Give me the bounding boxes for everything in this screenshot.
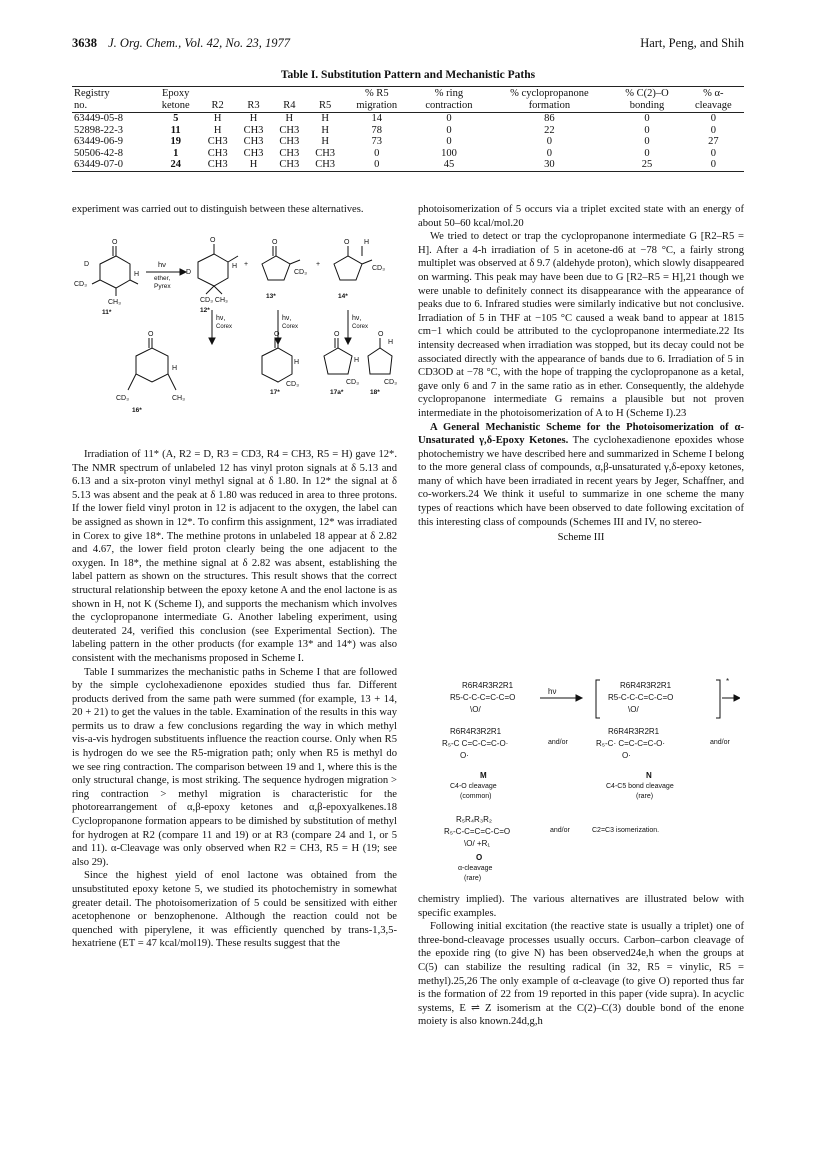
table-cell-c2o: 0: [644, 124, 650, 136]
svg-text:O: O: [272, 239, 278, 246]
svg-text:and/or: and/or: [710, 739, 730, 746]
svg-text:CD₃: CD₃: [116, 395, 129, 402]
table-cell-r5: CH3: [315, 147, 336, 159]
svg-text:CD₃: CD₃: [286, 381, 299, 388]
table-cell-c2o: 25: [611, 159, 682, 171]
svg-text:O·: O·: [622, 751, 631, 760]
label-O: O: [476, 853, 483, 862]
paragraph: Irradiation of 11* (A, R2 = D, R3 = CD3, R4 = CH3, R5 = H) gave 12*. The NMR spectrum of unlabeled 12 has vinyl proton signals at δ 5.13 and 6.13 and a six-proton vinyl methyl signal at δ 1.80. In 12* the signal at δ 5.13 was absent and the peak at δ 1.80 was reduced in area to three protons. If the lower field vinyl proton in 12 is adjacent to the oxygen, the label can be assigned as shown in 12*. To confirm this assignment, 12* was irradiated in Corex to give 18*. The methine protons in unlabeled 18 appear at δ 2.82 and 4.67, the lower field proton clearly being the one adjacent to the oxygen. In 18*, the methine signal at δ 2.82 was absent, establishing the label pattern as shown on the structures. This result shows that the correct structural relationship between the epoxy ketone A and the enol lactone is as shown in H, not K (Scheme I), and supports the mechanism which involves the cyclopropanone intermediate G. Another labeling experiment, using deuterated 24, verified this conclusion (see Experimental Section). The labeling pattern in the other products (for example 13* and 14*) was also consistent with the mechanisms proposed in Scheme I.: [72, 449, 397, 664]
compound-label: 13*: [266, 293, 276, 300]
left-column-top: [72, 203, 397, 217]
table-cell-ketone: 11: [170, 124, 181, 136]
table-cell-r4: CH3: [271, 159, 307, 171]
col-r2: R2: [200, 87, 236, 113]
table-cell-r2: CH3: [207, 147, 228, 159]
svg-text:(rare): (rare): [464, 875, 482, 882]
col-r3: R3: [236, 87, 272, 113]
svg-text:hν,: hν,: [282, 315, 292, 322]
svg-text:CD₃: CD₃: [346, 379, 359, 386]
svg-text:O: O: [274, 331, 280, 338]
svg-text:*: *: [726, 678, 730, 686]
table-cell-r4: CH3: [279, 124, 300, 136]
table-cell-mig: 78: [371, 124, 382, 136]
svg-text:α-cleavage: α-cleavage: [458, 865, 493, 872]
col-migration: % R5 migration: [343, 87, 410, 113]
svg-text:H: H: [134, 271, 140, 278]
svg-text:R₅R₄R₃R₂: R₅R₄R₃R₂: [456, 815, 492, 824]
table-cell-r5: H: [321, 136, 329, 148]
table-cell-alpha: 0: [683, 159, 744, 171]
table-row: [72, 148, 744, 160]
table-cell-ketone: 5: [173, 113, 179, 125]
table-cell-r4: H: [285, 113, 294, 125]
table-cell-c2o: 0: [644, 136, 650, 148]
table-cell-reg: 63449-06-9: [74, 136, 123, 148]
table-cell-r4: CH3: [279, 147, 300, 159]
header-left: [72, 36, 290, 51]
compound-label: 17a*: [330, 389, 344, 396]
svg-text:R₅-C· C=C-C=C-O·: R₅-C· C=C-C=C-O·: [596, 739, 665, 748]
svg-text:CD₃: CD₃: [372, 265, 385, 272]
compound-label: 14*: [338, 293, 348, 300]
right-column-bottom: [418, 893, 744, 1029]
table-caption: Table I. Substitution Pattern and Mechanistic Paths: [280, 69, 536, 81]
reagent-pyrex: Pyrex: [154, 283, 171, 290]
table-cell-ring: 0: [446, 136, 452, 148]
paragraph: chemistry implied). The various alternatives are illustrated below with specific examples.: [418, 894, 744, 919]
table-cell-cyc: 30: [487, 159, 611, 171]
scheme-labeling-structures: [72, 234, 397, 442]
table-cell-cyc: 0: [546, 136, 553, 148]
svg-text:hν,: hν,: [352, 315, 362, 322]
table-cell-c2o: 0: [644, 147, 650, 159]
journal-citation: J. Org. Chem., Vol. 42, No. 23, 1977: [108, 36, 290, 50]
col-epoxy: Epoxy ketone: [152, 87, 200, 113]
table-cell-r2: CH3: [207, 136, 228, 148]
table-cell-reg: 63449-05-8: [74, 113, 123, 125]
page-number: 3638: [72, 36, 97, 50]
svg-text:C4-C5 bond cleavage: C4-C5 bond cleavage: [606, 783, 674, 790]
compound-label: 17*: [270, 389, 280, 396]
svg-text:CH₃: CH₃: [172, 395, 185, 402]
reagent-hv: hν: [158, 260, 166, 269]
col-registry: Registry no.: [72, 87, 152, 113]
table-cell-ring: 0: [446, 113, 452, 125]
paragraph: A General Mechanistic Scheme for the Photoisomerization of α-Unsaturated γ,δ-Epoxy Ketones. The cyclohexadienone epoxides whose photochemistry we have described here and summarized in Scheme I belong to the more general class of compounds, α,β-unsaturated γ,δ-epoxy ketones, many of which have been irradiated in recent years by Jeger, Schaffner, and co-workers.24 We think it useful to summarize in one scheme the many types of reactions which have been observed to date following excitation of this interesting class of compounds (Schemes III and IV, no stereo-: [418, 421, 744, 528]
top-formula: R6R4R3R2R1: [462, 681, 514, 690]
table-cell-cyc: 0: [546, 147, 553, 159]
compound-label: 11*: [102, 309, 112, 316]
paragraph: photoisomerization of 5 occurs via a triplet excited state with an energy of about 50–60 kcal/mol.20: [418, 204, 744, 229]
svg-text:(common): (common): [460, 793, 492, 800]
paragraph: We tried to detect or trap the cyclopropanone intermediate G [R2–R5 = H]. After a 4-h irradiation of 5 in acetone-d6 at −78 °C, a fairly strong multiplet was observed at δ 9.7 (aldehyde proton), which slowly disappeared on warming. This peak may have been due to G [R2–R5 = H],21 though we were unable to definitely connect its disappearance with the appearance of peaks due to 6. Infrared studies were similarly indicative but not conclusive. Irradiation of 5 in THF at −105 °C caused a weak band to appear at 1815 cm−1 which could be attributed to the cyclopropanone intermediate.22 Its intensity decreased when irradiation was stopped, but its decay could not be associated directly with the appearance of bands due to 6. Irradiation of 5 in CD3OD at −78 °C, with the hope of trapping the cyclopropanone as a ketal, gave only 6 and 7 in the same ratio as in ether. Consequently, the aldehyde cyclopropanone intermediate G remains a plausible but not proven intermediate in the photoisomerization of A to H (Scheme I).23: [418, 231, 744, 419]
reagent-corex-1: Corex: [216, 324, 233, 330]
table-cell-ketone: 1: [173, 147, 179, 159]
table-row: [72, 125, 744, 137]
compound-label: 12*: [200, 307, 210, 314]
table-row: [72, 113, 744, 125]
col-ring-contraction: % ring contraction: [410, 87, 487, 113]
table-cell-r3: H: [249, 113, 258, 125]
table-cell-ketone: 24: [152, 159, 200, 171]
table-cell-r3: CH3: [243, 136, 264, 148]
svg-text:R5-C-C-C=C-C=O: R5-C-C-C=C-C=O: [608, 693, 674, 702]
table-row: [72, 136, 744, 148]
svg-text:D: D: [186, 269, 192, 276]
compound-label: 18*: [370, 389, 380, 396]
running-header: [72, 36, 744, 54]
table-cell-alpha: 0: [710, 124, 716, 136]
svg-text:and/or: and/or: [550, 827, 570, 834]
svg-text:O: O: [334, 331, 340, 338]
table-cell-ring: 0: [446, 124, 452, 136]
svg-text:H: H: [294, 359, 300, 366]
scheme-iii-caption: Scheme III: [557, 532, 605, 544]
table-cell-alpha: 0: [710, 147, 716, 159]
table-cell-alpha: 0: [710, 113, 716, 125]
svg-text:R6R4R3R2R1: R6R4R3R2R1: [620, 681, 672, 690]
left-column-body: [72, 448, 397, 951]
table-row: [72, 159, 744, 171]
table-cell-r5: H: [321, 113, 329, 125]
table-cell-cyc: 22: [544, 124, 555, 136]
table-cell-c2o: 0: [644, 113, 650, 125]
compound-label: 16*: [132, 407, 142, 414]
svg-text:C2=C3 isomerization.: C2=C3 isomerization.: [592, 827, 660, 834]
col-r4: R4: [271, 87, 307, 113]
scheme-iii-diagram: [440, 678, 740, 890]
svg-text:CH₃: CH₃: [108, 299, 121, 306]
svg-text:and/or: and/or: [548, 739, 568, 746]
table-cell-r2: H: [213, 113, 222, 125]
paragraph: Table I summarizes the mechanistic paths in Scheme I that are followed by the simple cyclohexadienone epoxides studied thus far. Different products derived from the same path were summed (for example, 13 + 14, 20 + 21) to get the values in the table. Examination of the results in this way permits us to draw a few conclusions regarding the way in which methyl vis-a-vis hydrogen substituents influence the reaction course. Only when R5 is hydrogen do we see the R5-migration path; only when R5 is methyl do we see ring contraction. The comparison between 19 and 1, where this is the only structural change, is most striking. The sequence hydrogen migration > ring contraction > methyl migration is characteristic for the photorearrangement of α,β-epoxy ketones and α,β-epoxyalkenes.18 Cyclopropanone formation appears to be dimished by substitution of methyl for hydrogen at R2 (compare 11 and 19) or at R3 (compare 24 and 1, or 5 and 11). α-Cleavage was only observed when R2 = CH3, R5 = H (19; see also 29).: [72, 666, 397, 868]
right-column-top: [418, 203, 744, 547]
table-cell-reg: 52898-22-3: [74, 124, 123, 136]
svg-text:H: H: [354, 357, 360, 364]
paragraph: Since the highest yield of enol lactone was obtained from the unsubstituted epoxy ketone 5, we studied its photochemistry in somewhat greater detail. The photoisomerization of 5 could be sensitized with either acetophenone or benzophenone. Although the reaction could not be quenched with piperylene, it was efficiently quenched by trans-1,3,5-hexatriene (ET = 47 kcal/mol19). These results suggest that the: [72, 870, 397, 950]
svg-text:H: H: [172, 365, 178, 372]
svg-text:(rare): (rare): [636, 793, 654, 800]
table-cell-r3: CH3: [243, 147, 264, 159]
svg-text:CD₃ CH₃: CD₃ CH₃: [200, 297, 228, 304]
table-cell-r2: H: [213, 124, 222, 136]
svg-text:R6R4R3R2R1: R6R4R3R2R1: [608, 727, 660, 736]
svg-text:CD₃: CD₃: [294, 269, 307, 276]
paragraph: Following initial excitation (the reactive state is usually a triplet) one of three-bond-cleavage processes usually occurs. Carbon–carbon cleavage of the epoxide ring (to give N) has been observed24e,h when the groups at C(5) can stabilize the resulting radical (in 32, R5 = vinylic, R5 = methyl).25,26 The only example of α-cleavage (to give O) reported thus far is the formation of 22 from 19 reported in this paper (vide supra). In acyclic systems, E ⇌ Z isomerism at the C(2)–C(3) double bond of the enone moiety is also known.24d,g,h: [418, 921, 744, 1028]
table-cell-r2: CH3: [200, 159, 236, 171]
reagent-corex-2: Corex: [282, 324, 299, 330]
table-cell-reg: 50506-42-8: [74, 147, 123, 159]
svg-text:\O/ +R₁: \O/ +R₁: [464, 839, 491, 848]
svg-text:+: +: [316, 261, 321, 268]
table-cell-r5: H: [321, 124, 329, 136]
svg-text:CD₃: CD₃: [384, 379, 397, 386]
label-M: M: [480, 771, 487, 780]
table-cell-r4: CH3: [279, 136, 300, 148]
svg-text:O·: O·: [460, 751, 469, 760]
table-cell-reg: 63449-07-0: [72, 159, 152, 171]
svg-text:O: O: [378, 331, 384, 338]
svg-text:O: O: [210, 237, 216, 244]
col-c2o-bonding: % C(2)–O bonding: [611, 87, 682, 113]
svg-text:C4-O cleavage: C4-O cleavage: [450, 783, 497, 790]
reagent-corex-3: Corex: [352, 324, 369, 330]
svg-text:H: H: [364, 239, 370, 246]
table-substitution-pattern: [72, 86, 744, 172]
table-cell-ring: 45: [410, 159, 487, 171]
svg-text:H: H: [232, 263, 238, 270]
svg-text:R6R4R3R2R1: R6R4R3R2R1: [450, 727, 502, 736]
table-cell-mig: 14: [371, 113, 382, 125]
hv-label: hν: [548, 687, 557, 696]
col-cyclopropanone: % cyclopropanone formation: [487, 87, 611, 113]
table-cell-cyc: 86: [544, 113, 555, 125]
svg-text:D: D: [84, 261, 90, 268]
svg-text:hν,: hν,: [216, 315, 226, 322]
table-cell-ketone: 19: [170, 136, 181, 148]
svg-text:\O/: \O/: [628, 705, 639, 714]
table-cell-r3: H: [236, 159, 272, 171]
table-cell-mig: 0: [374, 147, 380, 159]
top-chain: R5-C-C-C=C-C=O: [450, 693, 516, 702]
reagent-ether: ether,: [154, 275, 171, 282]
col-alpha-cleavage: % α- cleavage: [683, 87, 744, 113]
table-cell-ring: 100: [441, 147, 457, 159]
paragraph: experiment was carried out to distinguish between these alternatives.: [72, 204, 364, 215]
svg-text:O: O: [344, 239, 350, 246]
svg-text:R₅-C C=C-C=C-O·: R₅-C C=C-C=C-O·: [442, 739, 509, 748]
section-heading: A General Mechanistic Scheme for the Photoisomerization of α-Unsaturated γ,δ-Epoxy Ketones.: [418, 421, 744, 447]
svg-text:R₅-C-C=C=C-C=O: R₅-C-C=C=C-C=O: [444, 827, 511, 836]
header-authors: Hart, Peng, and Shih: [640, 36, 744, 50]
table-cell-r5: CH3: [307, 159, 343, 171]
svg-text:\O/: \O/: [470, 705, 481, 714]
svg-text:O: O: [112, 239, 118, 246]
svg-text:O: O: [148, 331, 154, 338]
table-cell-mig: 73: [371, 136, 382, 148]
table-cell-r3: CH3: [243, 124, 264, 136]
table-cell-mig: 0: [343, 159, 410, 171]
svg-text:H: H: [388, 339, 394, 346]
svg-text:CD₃: CD₃: [74, 281, 87, 288]
svg-text:+: +: [244, 261, 249, 268]
table-cell-alpha: 27: [708, 136, 719, 148]
col-r5: R5: [307, 87, 343, 113]
label-N: N: [646, 771, 652, 780]
